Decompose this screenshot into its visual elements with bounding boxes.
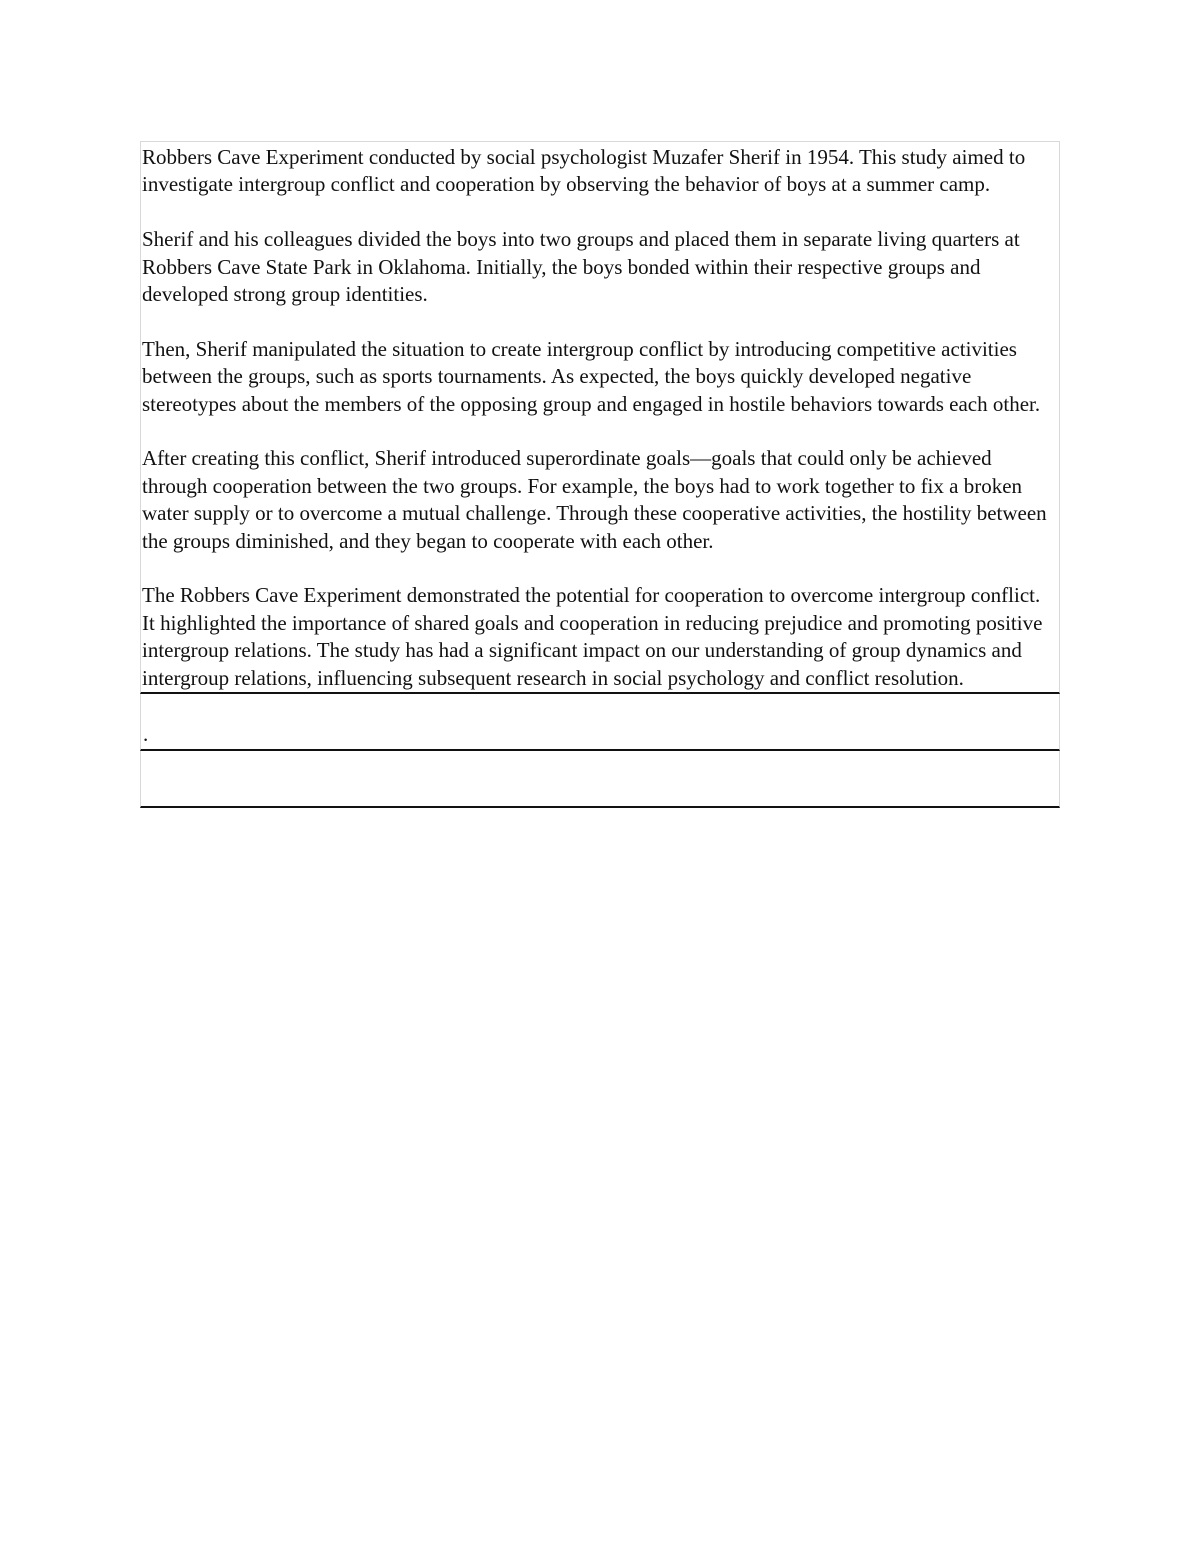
table-row-empty xyxy=(140,751,1060,808)
row-text: . xyxy=(143,722,149,747)
text-table xyxy=(140,141,1060,808)
paragraph-conflict: Then, Sherif manipulated the situation to create intergroup conflict by introducing competitive activities between the groups, such as sports tournaments. As expected, the boys quickly developed negative stereotypes about the members of the opposing group and engaged in hostile behaviors towards each other. xyxy=(142,336,1041,416)
main-text-cell xyxy=(140,141,1060,694)
paragraph-superordinate-goals: After creating this conflict, Sherif introduced superordinate goals—goals that could only be achieved through cooperation between the two groups. For example, the boys had to work together to fix a broken water supply or to overcome a mutual challenge. Through these cooperative activities, the hostility between the groups diminished, and they began to cooperate with each other. xyxy=(142,446,1047,553)
paragraph-groups: Sherif and his colleagues divided the boys into two groups and placed them in separate living quarters at Robbers Cave State Park in Oklahoma. Initially, the boys bonded within their respective groups and developed strong group identities. xyxy=(142,227,1020,307)
paragraph-intro: Robbers Cave Experiment conducted by social psychologist Muzafer Sherif in 1954. This study aimed to investigate intergroup conflict and cooperation by observing the behavior of boys at a summer camp. xyxy=(142,145,1026,197)
paragraph-conclusion: The Robbers Cave Experiment demonstrated the potential for cooperation to overcome intergroup conflict. It highlighted the importance of shared goals and cooperation in reducing prejudice and promoting positive intergroup relations. The study has had a significant impact on our understanding of group dynamics and intergroup relations, influencing subsequent research in social psychology and conflict resolution. xyxy=(142,583,1043,690)
table-row-period xyxy=(140,694,1060,751)
